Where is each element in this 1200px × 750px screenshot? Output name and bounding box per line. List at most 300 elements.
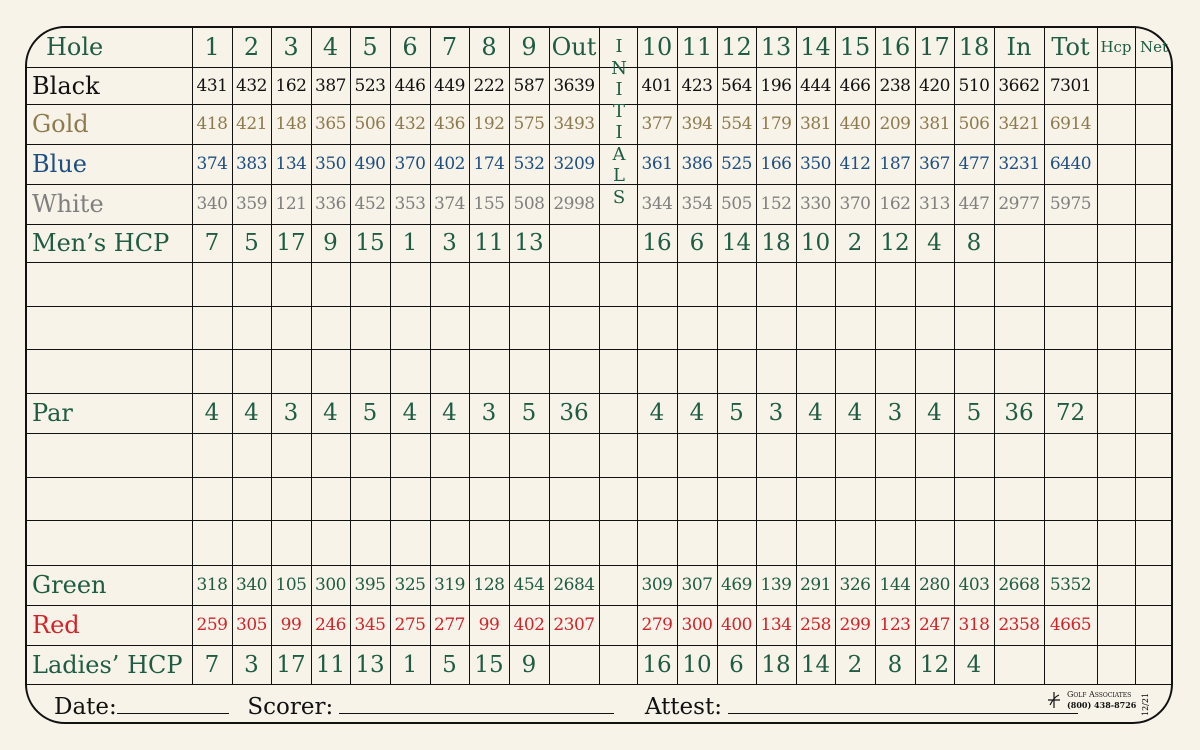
hole-number: 3 — [283, 32, 299, 61]
score-cell: 3 — [283, 400, 299, 426]
in-total-cell: 2977 — [998, 194, 1040, 214]
score-cell — [469, 349, 509, 393]
total-cell — [1044, 349, 1097, 393]
score-cell: 152 — [760, 194, 792, 214]
score-cell: 238 — [879, 75, 911, 96]
score-cell: 300 — [681, 615, 713, 635]
out-total-cell — [549, 306, 599, 349]
out-total-cell — [549, 349, 599, 393]
hole-number: 18 — [958, 32, 990, 61]
score-cell: 313 — [919, 194, 950, 214]
header-tot: Tot — [1051, 32, 1090, 61]
hole-number: 17 — [919, 32, 950, 61]
score-cell — [430, 262, 469, 306]
score-cell — [756, 433, 796, 477]
score-cell — [271, 349, 311, 393]
in-total-cell: 3231 — [998, 154, 1040, 174]
grid-vline — [1097, 26, 1098, 684]
score-cell: 192 — [473, 114, 505, 134]
score-cell: 587 — [513, 75, 545, 96]
score-cell: 2 — [847, 230, 863, 256]
score-cell — [915, 433, 954, 477]
score-cell: 155 — [473, 194, 505, 214]
out-total-cell: 36 — [559, 400, 589, 426]
score-cell — [796, 306, 835, 349]
score-cell: 326 — [839, 575, 871, 595]
score-cell: 340 — [196, 194, 228, 214]
total-cell — [1044, 224, 1097, 262]
score-cell — [717, 433, 756, 477]
in-total-cell — [994, 306, 1044, 349]
score-cell — [509, 477, 549, 520]
score-cell — [311, 349, 350, 393]
out-total-cell: 2307 — [553, 615, 595, 635]
score-cell — [192, 349, 232, 393]
score-cell — [915, 349, 954, 393]
score-cell — [469, 262, 509, 306]
score-cell — [390, 477, 430, 520]
score-cell: 10 — [682, 651, 712, 678]
score-cell — [271, 262, 311, 306]
score-cell — [350, 349, 390, 393]
score-cell: 280 — [919, 575, 950, 595]
score-cell: 403 — [958, 575, 990, 595]
score-cell: 13 — [355, 651, 385, 678]
score-cell: 525 — [721, 154, 752, 174]
initials-letter: T — [612, 100, 625, 122]
score-cell: 394 — [681, 114, 713, 134]
score-cell: 275 — [394, 615, 426, 635]
score-cell — [509, 306, 549, 349]
attest-field[interactable] — [728, 695, 1078, 714]
score-cell: 359 — [236, 194, 267, 214]
score-cell — [677, 520, 717, 565]
score-cell: 247 — [919, 615, 950, 635]
score-cell — [469, 433, 509, 477]
total-cell — [1044, 477, 1097, 520]
score-cell — [390, 262, 430, 306]
score-cell — [509, 262, 549, 306]
score-cell — [915, 520, 954, 565]
score-cell — [875, 262, 915, 306]
score-cell: 14 — [800, 651, 831, 678]
score-cell: 299 — [839, 615, 871, 635]
score-cell — [390, 520, 430, 565]
score-cell — [796, 477, 835, 520]
score-cell — [390, 433, 430, 477]
score-cell: 325 — [394, 575, 426, 595]
score-cell — [835, 433, 875, 477]
score-cell — [717, 520, 756, 565]
score-cell — [430, 306, 469, 349]
in-total-cell — [994, 477, 1044, 520]
initials-column — [601, 30, 637, 260]
score-cell: 532 — [513, 154, 545, 174]
score-cell: 387 — [315, 75, 346, 96]
score-cell: 466 — [839, 75, 871, 96]
total-cell: 4665 — [1049, 615, 1092, 635]
score-cell — [796, 520, 835, 565]
score-cell: 277 — [434, 615, 465, 635]
in-total-cell: 3662 — [998, 75, 1040, 96]
score-cell — [717, 349, 756, 393]
score-cell: 307 — [681, 575, 713, 595]
score-cell: 123 — [879, 615, 911, 635]
score-cell: 3 — [481, 400, 497, 426]
score-cell: 431 — [196, 75, 228, 96]
hole-number: 5 — [362, 32, 378, 61]
in-total-cell — [994, 433, 1044, 477]
score-cell: 18 — [761, 230, 791, 256]
score-cell: 3 — [887, 400, 903, 426]
score-cell — [835, 349, 875, 393]
score-cell — [469, 477, 509, 520]
score-cell — [430, 520, 469, 565]
score-cell — [271, 306, 311, 349]
score-cell — [954, 520, 994, 565]
score-cell: 523 — [354, 75, 386, 96]
print-code: 12/21 — [1141, 692, 1150, 716]
score-cell — [677, 262, 717, 306]
in-total-cell: 36 — [1004, 400, 1034, 426]
score-cell: 11 — [315, 651, 346, 678]
score-cell: 258 — [800, 615, 831, 635]
row-label: Men’s HCP — [32, 229, 170, 257]
score-cell: 319 — [434, 575, 465, 595]
out-total-cell — [549, 224, 599, 262]
in-total-cell — [994, 349, 1044, 393]
score-cell — [677, 349, 717, 393]
score-cell: 440 — [839, 114, 871, 134]
initials-letter: I — [615, 36, 623, 57]
score-cell: 4 — [927, 230, 942, 256]
score-cell: 575 — [513, 114, 545, 134]
score-cell: 246 — [315, 615, 346, 635]
score-cell: 12 — [919, 651, 950, 678]
score-cell — [350, 433, 390, 477]
total-cell — [1044, 306, 1097, 349]
score-cell — [637, 477, 677, 520]
score-cell — [875, 349, 915, 393]
score-cell — [390, 349, 430, 393]
grid-hline — [25, 684, 1173, 685]
score-cell — [232, 262, 271, 306]
out-total-cell — [549, 433, 599, 477]
score-cell: 309 — [641, 575, 673, 595]
hole-number: 12 — [721, 32, 752, 61]
score-cell — [677, 477, 717, 520]
total-cell: 72 — [1055, 400, 1086, 426]
score-cell: 370 — [394, 154, 426, 174]
score-cell: 365 — [315, 114, 346, 134]
score-cell: 374 — [196, 154, 228, 174]
score-cell: 330 — [800, 194, 831, 214]
score-cell: 554 — [721, 114, 752, 134]
header-hole-label: Hole — [46, 32, 104, 61]
score-cell: 4 — [808, 400, 823, 426]
score-cell: 209 — [879, 114, 911, 134]
out-total-cell: 2684 — [553, 575, 595, 595]
score-cell — [509, 349, 549, 393]
score-cell: 350 — [800, 154, 831, 174]
row-label: Blue — [32, 150, 87, 178]
score-cell — [796, 433, 835, 477]
score-cell: 6 — [689, 230, 705, 256]
score-cell — [796, 262, 835, 306]
score-cell — [915, 262, 954, 306]
score-cell: 174 — [473, 154, 505, 174]
score-cell — [915, 306, 954, 349]
score-cell: 4 — [323, 400, 338, 426]
score-cell — [717, 262, 756, 306]
score-cell — [430, 349, 469, 393]
initials-letter: I — [615, 122, 623, 143]
out-total-cell — [549, 477, 599, 520]
score-cell: 16 — [642, 230, 672, 256]
score-cell: 510 — [958, 75, 990, 96]
score-cell: 402 — [513, 615, 545, 635]
score-cell: 447 — [958, 194, 990, 214]
score-cell: 381 — [800, 114, 831, 134]
score-cell: 506 — [354, 114, 386, 134]
initials-letter: L — [613, 165, 625, 186]
score-cell — [271, 477, 311, 520]
score-cell: 17 — [276, 230, 306, 256]
initials-letter: N — [611, 57, 627, 79]
score-cell — [311, 520, 350, 565]
scorer-field[interactable] — [339, 695, 614, 714]
score-cell: 361 — [641, 154, 673, 174]
header-out: Out — [551, 32, 597, 61]
total-cell — [1044, 520, 1097, 565]
score-cell: 5 — [729, 400, 744, 426]
score-cell — [509, 520, 549, 565]
out-total-cell — [549, 520, 599, 565]
score-cell: 340 — [236, 575, 267, 595]
score-cell: 7 — [204, 651, 220, 678]
score-cell — [954, 477, 994, 520]
score-cell: 4 — [966, 651, 982, 678]
score-cell: 4 — [689, 400, 705, 426]
score-cell: 4 — [402, 400, 418, 426]
score-cell: 18 — [761, 651, 791, 678]
score-cell: 9 — [323, 230, 338, 256]
golf-club-icon — [1045, 691, 1063, 709]
header-net: Net — [1139, 37, 1169, 56]
footer-signatures — [54, 694, 1078, 720]
score-cell: 452 — [354, 194, 386, 214]
score-cell: 4 — [649, 400, 665, 426]
score-cell: 370 — [839, 194, 871, 214]
score-cell — [311, 433, 350, 477]
score-cell — [311, 477, 350, 520]
score-cell — [756, 306, 796, 349]
score-cell: 13 — [514, 230, 544, 256]
score-cell — [954, 262, 994, 306]
score-cell — [232, 520, 271, 565]
score-cell — [756, 477, 796, 520]
score-cell: 367 — [919, 154, 950, 174]
row-label: Red — [32, 611, 80, 639]
score-cell: 318 — [196, 575, 228, 595]
hole-number: 10 — [641, 32, 673, 61]
score-cell: 15 — [355, 230, 385, 256]
brand-name: Golf Associates — [1067, 690, 1132, 699]
grid-vline — [1135, 26, 1136, 684]
initials-letter: I — [615, 79, 623, 100]
score-cell: 344 — [641, 194, 673, 214]
hole-number: 8 — [481, 32, 497, 61]
score-cell — [637, 433, 677, 477]
score-cell: 7 — [204, 230, 220, 256]
score-cell: 444 — [800, 75, 831, 96]
out-total-cell: 3639 — [553, 75, 595, 96]
score-cell — [717, 477, 756, 520]
score-cell — [232, 433, 271, 477]
score-cell: 196 — [760, 75, 792, 96]
score-cell: 506 — [958, 114, 990, 134]
score-cell — [756, 349, 796, 393]
score-cell: 99 — [478, 615, 500, 635]
score-cell: 4 — [244, 400, 259, 426]
score-cell — [350, 262, 390, 306]
in-total-cell — [994, 224, 1044, 262]
total-cell: 5352 — [1049, 575, 1092, 595]
score-cell — [232, 477, 271, 520]
score-cell: 354 — [681, 194, 713, 214]
out-total-cell: 3209 — [553, 154, 595, 174]
hole-number: 4 — [322, 32, 339, 61]
row-label: Gold — [32, 110, 89, 138]
score-cell — [271, 520, 311, 565]
score-cell: 162 — [275, 75, 307, 96]
total-cell — [1044, 645, 1097, 684]
score-cell — [756, 262, 796, 306]
total-cell: 6914 — [1049, 114, 1092, 134]
score-cell — [311, 306, 350, 349]
out-total-cell: 3493 — [553, 114, 595, 134]
score-cell: 423 — [681, 75, 713, 96]
score-cell: 148 — [275, 114, 307, 134]
score-cell — [350, 520, 390, 565]
in-total-cell: 2668 — [998, 575, 1040, 595]
score-cell — [875, 306, 915, 349]
score-cell: 144 — [879, 575, 911, 595]
score-cell — [311, 262, 350, 306]
score-cell: 4 — [927, 400, 942, 426]
score-cell: 279 — [641, 615, 673, 635]
score-cell — [430, 477, 469, 520]
score-cell — [835, 306, 875, 349]
row-label: Ladies’ HCP — [32, 650, 183, 679]
score-cell: 17 — [276, 651, 306, 678]
score-cell — [509, 433, 549, 477]
score-cell: 418 — [196, 114, 228, 134]
score-cell — [954, 433, 994, 477]
date-label: Date: — [54, 694, 117, 720]
score-cell: 469 — [721, 575, 752, 595]
score-cell: 353 — [394, 194, 426, 214]
hole-number: 6 — [402, 32, 418, 61]
hole-number: 15 — [839, 32, 871, 61]
score-cell: 1 — [402, 230, 418, 256]
initials-letter: S — [612, 186, 626, 208]
score-cell: 5 — [966, 400, 982, 426]
total-cell — [1044, 433, 1097, 477]
score-cell: 99 — [280, 615, 302, 635]
date-field[interactable] — [117, 695, 229, 714]
score-cell: 8 — [887, 651, 903, 678]
score-cell: 436 — [434, 114, 465, 134]
score-cell: 454 — [513, 575, 545, 595]
score-cell: 121 — [275, 194, 307, 214]
score-cell: 9 — [521, 651, 537, 678]
hole-number: 16 — [879, 32, 911, 61]
score-cell: 14 — [721, 230, 752, 256]
score-cell: 128 — [473, 575, 505, 595]
initials-letter: A — [612, 143, 626, 165]
score-cell: 374 — [434, 194, 465, 214]
score-cell: 377 — [641, 114, 673, 134]
score-cell — [954, 349, 994, 393]
hole-number: 7 — [441, 32, 458, 61]
score-cell: 15 — [474, 651, 504, 678]
score-cell: 162 — [879, 194, 911, 214]
score-cell: 432 — [236, 75, 267, 96]
score-cell: 318 — [958, 615, 990, 635]
score-cell — [915, 477, 954, 520]
score-cell: 336 — [315, 194, 346, 214]
hole-number: 13 — [760, 32, 792, 61]
attest-label: Attest: — [644, 694, 722, 720]
score-cell: 3 — [244, 651, 259, 678]
score-cell: 4 — [442, 400, 457, 426]
score-cell: 402 — [434, 154, 465, 174]
row-label: Par — [32, 399, 73, 427]
header-in: In — [1006, 32, 1032, 61]
in-total-cell — [994, 645, 1044, 684]
score-cell — [637, 306, 677, 349]
score-cell: 400 — [721, 615, 752, 635]
score-cell — [835, 262, 875, 306]
score-cell — [350, 477, 390, 520]
score-cell: 401 — [641, 75, 673, 96]
score-cell: 166 — [760, 154, 792, 174]
score-cell: 420 — [919, 75, 950, 96]
score-cell — [271, 433, 311, 477]
score-cell: 383 — [236, 154, 267, 174]
score-cell: 134 — [275, 154, 307, 174]
score-cell: 564 — [721, 75, 752, 96]
row-label: White — [32, 190, 104, 218]
score-cell: 350 — [315, 154, 346, 174]
hole-number: 1 — [204, 32, 220, 61]
score-cell: 449 — [434, 75, 465, 96]
score-cell — [875, 520, 915, 565]
score-cell: 2 — [847, 651, 863, 678]
in-total-cell — [994, 520, 1044, 565]
score-cell: 490 — [354, 154, 386, 174]
score-cell: 259 — [196, 615, 228, 635]
score-cell — [192, 262, 232, 306]
score-cell: 139 — [760, 575, 792, 595]
out-total-cell — [549, 645, 599, 684]
score-cell: 8 — [966, 230, 982, 256]
score-cell: 4 — [847, 400, 863, 426]
score-cell: 421 — [236, 114, 267, 134]
score-cell — [835, 477, 875, 520]
score-cell: 477 — [958, 154, 990, 174]
